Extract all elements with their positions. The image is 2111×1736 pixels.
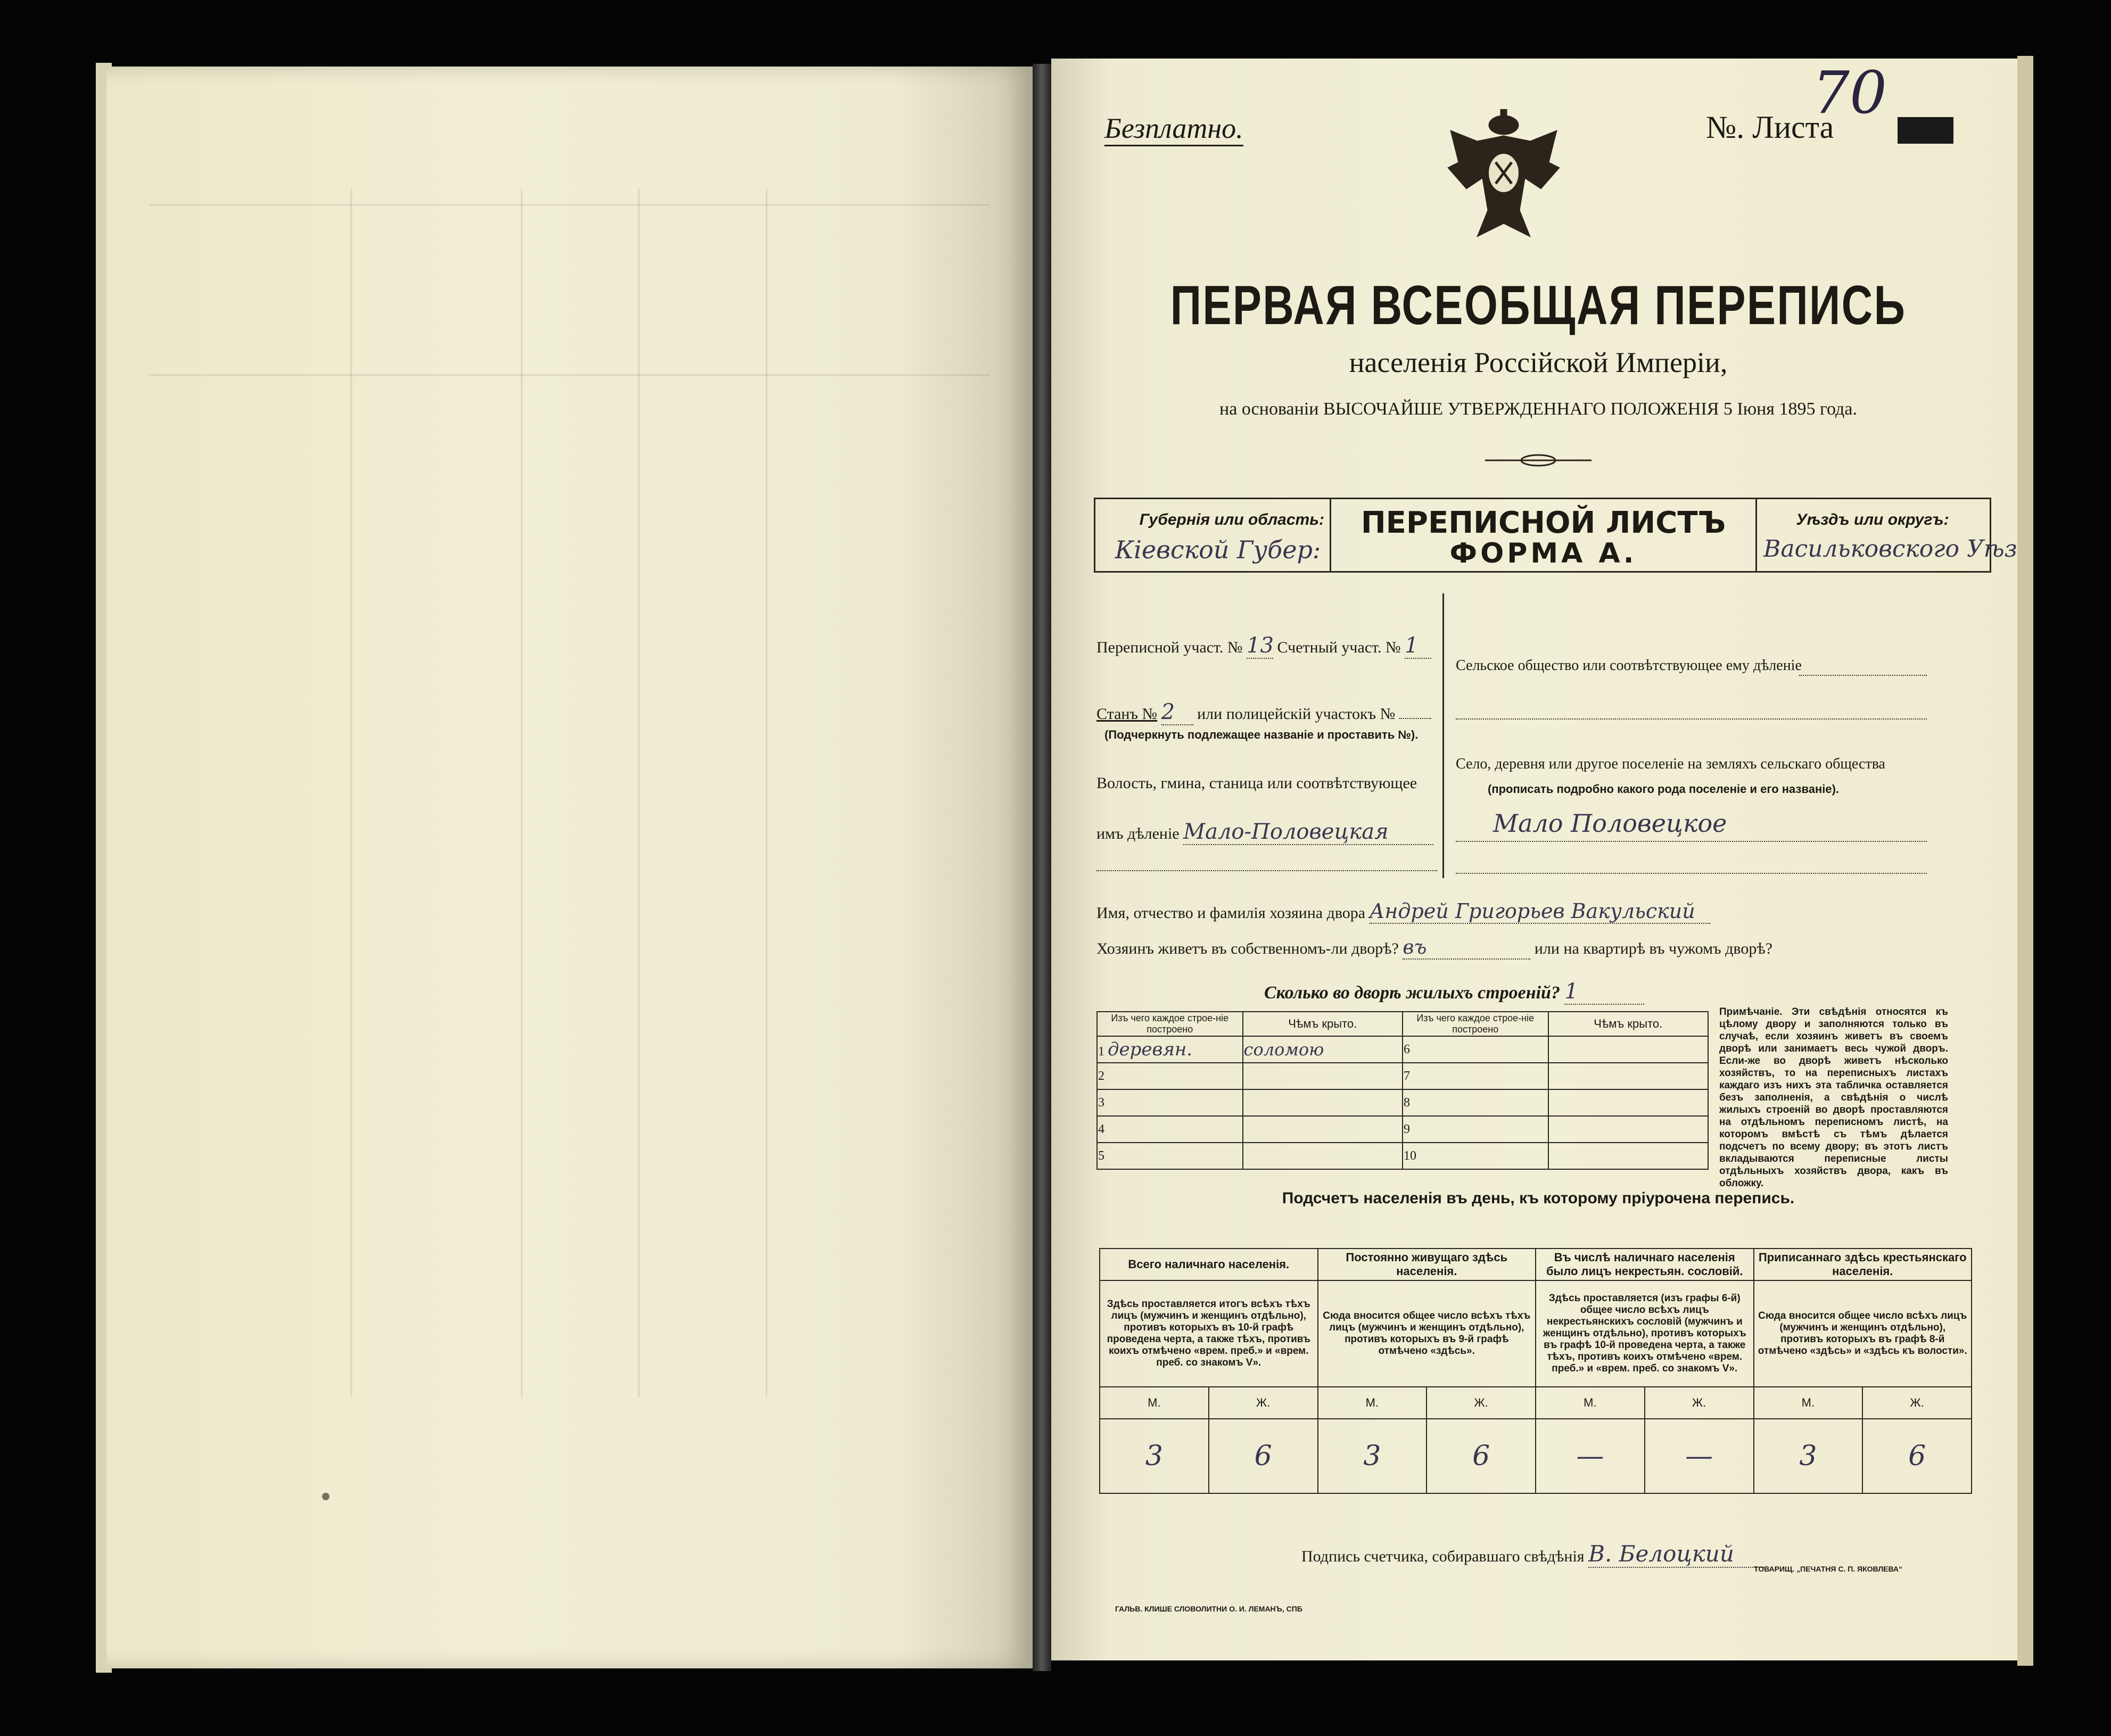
sheet-number-label: №. Листа	[1706, 110, 1834, 145]
section-number-row	[1096, 633, 1431, 659]
building-row-2: 2	[1097, 1063, 1243, 1089]
district-value: Васильковского Уѣз	[1763, 535, 2017, 563]
bleed-through-lines	[106, 67, 1033, 1668]
section-divider	[1442, 593, 1444, 878]
count-desc-peasant: Сюда вносится общее число всѣхъ лицъ (мужчинъ и женщинъ отдѣльно), противъ которыхъ въ графѣ 8-й отмѣчено «здѣсь» и «здѣсь къ волости».	[1754, 1280, 1972, 1387]
owner-lives-row	[1096, 937, 1772, 960]
signature-value: В. Белоцкий	[1588, 1541, 1764, 1568]
non-peasant-male: —	[1536, 1419, 1645, 1493]
count-value: 1	[1405, 633, 1431, 659]
signature-label: Подпись счетчика, собиравшаго свѣдѣнія	[1301, 1548, 1585, 1565]
buildings-label: Сколько во дворѣ жилыхъ строеній?	[1264, 983, 1560, 1003]
district-label: Уѣздъ или округъ:	[1796, 511, 1949, 528]
count-header-resident: Постоянно живущаго здѣсь населенія.	[1318, 1249, 1536, 1280]
col-f-1: Ж.	[1209, 1387, 1318, 1419]
sheet-number-redaction	[1898, 117, 1953, 144]
census-title: ПЕРВАЯ ВСЕОБЩАЯ ПЕРЕПИСЬ	[1170, 275, 1907, 336]
col-m-2: М.	[1318, 1387, 1427, 1419]
free-label: Безплатно.	[1104, 112, 1243, 146]
left-page	[106, 67, 1033, 1668]
form-title: ПЕРЕПИСНОЙ ЛИСТЪ	[1360, 506, 1726, 540]
owner-row	[1096, 899, 1710, 924]
village-label: Село, деревня или другое поселеніе на земляхъ сельскаго общества	[1456, 756, 1885, 772]
buildings-col-roof-2: Чѣмъ крыто.	[1548, 1012, 1708, 1036]
non-peasant-female: —	[1645, 1419, 1754, 1493]
village-line-2	[1456, 873, 1927, 874]
form-header-box	[1094, 498, 2017, 573]
col-m-3: М.	[1536, 1387, 1645, 1419]
building-row-6: 6	[1403, 1036, 1548, 1063]
census-subtitle: населенія Россійской Имперіи,	[1349, 346, 1728, 378]
total-female: 6	[1209, 1419, 1318, 1493]
population-count-table	[1099, 1248, 1972, 1494]
count-desc-total: Здѣсь проставляется итогъ всѣхъ тѣхъ лицъ (мужчинъ и женщинъ отдѣльно), противъ которыхъ въ 10-й графѣ проведена черта, а также тѣхъ, противъ коихъ отмѣчено «врем. преб.» и «врем. преб. со знакомъ V».	[1100, 1280, 1318, 1387]
section-label: Переписной участ. №	[1096, 639, 1243, 656]
imperial-eagle-emblem	[1445, 109, 1562, 247]
census-basis: на основаніи ВЫСОЧАЙШЕ УТВЕРЖДЕННАГО ПОЛОЖЕНІЯ 5 Іюня 1895 года.	[1219, 399, 1857, 419]
village-note: (прописать подробно какого рода поселеніе и его названіе).	[1488, 782, 1840, 796]
col-f-2: Ж.	[1426, 1387, 1536, 1419]
society-line-2	[1456, 718, 1927, 720]
form-subtitle: ФОРМА А.	[1449, 538, 1637, 569]
buildings-col-material: Изъ чего каждое строе-ніе построено	[1097, 1012, 1243, 1036]
stan-row	[1096, 700, 1431, 725]
building-1-material: деревян.	[1108, 1039, 1193, 1060]
count-label: Счетный участ. №	[1277, 639, 1401, 656]
col-f-4: Ж.	[1862, 1387, 1972, 1419]
volost-value: Мало-Половецкая	[1183, 820, 1433, 845]
owner-label: Имя, отчество и фамилія хозяина двора	[1096, 904, 1366, 922]
stan-label: Станъ №	[1096, 705, 1158, 723]
sheet-number-value: 70	[1812, 59, 1887, 127]
village-line-1	[1456, 841, 1927, 842]
left-page-spot	[322, 1493, 329, 1500]
buildings-table	[1096, 1011, 1709, 1170]
building-note: Примѣчаніе. Эти свѣдѣнія относятся къ цѣлому двору и заполняются только въ случаѣ, если хозяинъ живетъ въ своемъ дворѣ или занимаетъ весь чужой дворъ. Если-же во дворѣ живетъ нѣсколько хозяйствъ, то на переписныхъ листахъ каждаго изъ нихъ эта табличка оставляется безъ заполненія, а свѣдѣнія о числѣ жилыхъ строеній во дворѣ проставляются на отдѣльномъ переписномъ листѣ, на которомъ вмѣстѣ съ тѣмъ дѣлается подсчетъ по всему двору; въ этотъ листъ вкладываются переписные листы отдѣльныхъ хозяйствъ двора, какъ въ обложку.	[1719, 1006, 1948, 1189]
society-label: Сельское общество или соотвѣтствующее ему дѣленіе	[1456, 657, 1802, 674]
volost-blank-line	[1096, 870, 1437, 871]
printer-left: ГАЛЬВ. КЛИШЕ СЛОВОЛИТНИ О. И. ЛЕМАНЪ, СПБ	[1115, 1605, 1302, 1613]
count-header-total: Всего наличнаго населенія.	[1100, 1249, 1318, 1280]
total-male: 3	[1100, 1419, 1209, 1493]
building-row-3: 3	[1097, 1089, 1243, 1116]
buildings-row	[1264, 979, 1644, 1005]
village-value: Мало Половецкое	[1493, 809, 1727, 838]
building-row-8: 8	[1403, 1089, 1548, 1116]
ornament-divider	[1485, 450, 1592, 471]
count-header-peasant: Приписаннаго здѣсь крестьянскаго населенія.	[1754, 1249, 1972, 1280]
building-row-5: 5	[1097, 1143, 1243, 1169]
count-desc-resident: Сюда вносится общее число всѣхъ тѣхъ лицъ (мужчинъ и женщинъ отдѣльно), противъ которыхъ въ 9-й графѣ отмѣчено «здѣсь».	[1318, 1280, 1536, 1387]
volost-label-2: имъ дѣленіе	[1096, 825, 1180, 842]
printer-right: ТОВАРИЩ. „ПЕЧАТНЯ С. П. ЯКОВЛЕВА“	[1754, 1565, 1903, 1573]
society-line-1	[1799, 675, 1927, 676]
col-m-4: М.	[1754, 1387, 1863, 1419]
peasant-female: 6	[1862, 1419, 1972, 1493]
count-desc-non-peasant: Здѣсь проставляется (изъ графы 6-й) общее число всѣхъ лицъ некрестьянскихъ сословій (мужчинъ и женщинъ отдѣльно), противъ которыхъ въ графѣ 10-й проведена черта, а также тѣхъ, противъ коихъ отмѣчено «врем. преб.» и «врем. преб. со знакомъ V».	[1536, 1280, 1754, 1387]
resident-female: 6	[1426, 1419, 1536, 1493]
col-m-1: М.	[1100, 1387, 1209, 1419]
province-label: Губернія или область:	[1139, 511, 1324, 528]
owner-lives-value: въ	[1403, 937, 1530, 960]
volost-row	[1096, 820, 1433, 845]
buildings-col-roof: Чѣмъ крыто.	[1243, 1012, 1403, 1036]
province-value: Кіевской Губер:	[1115, 535, 1321, 564]
stan-value: 2	[1161, 700, 1193, 725]
building-row-1: 1 деревян.	[1097, 1036, 1243, 1063]
building-row-7: 7	[1403, 1063, 1548, 1089]
census-form-page	[1051, 59, 2025, 1660]
signature-row	[1301, 1541, 1764, 1568]
volost-label: Волость, гмина, станица или соотвѣтствующее	[1096, 774, 1417, 792]
resident-male: 3	[1318, 1419, 1427, 1493]
building-row-9: 9	[1403, 1116, 1548, 1143]
police-label: или полицейскій участокъ №	[1197, 705, 1396, 723]
building-row-4: 4	[1097, 1116, 1243, 1143]
buildings-value: 1	[1564, 979, 1644, 1005]
book-gutter	[1033, 64, 1051, 1671]
building-1-roof: соломою	[1243, 1036, 1403, 1063]
right-page-edge	[2017, 56, 2033, 1666]
count-header-non-peasant: Въ числѣ наличнаго населенія было лицъ некрестьян. сословій.	[1536, 1249, 1754, 1280]
buildings-col-material-2: Изъ чего каждое строе-ніе построено	[1403, 1012, 1548, 1036]
section-value: 13	[1247, 633, 1274, 658]
police-note: (Подчеркнуть подлежащее названіе и проставить №).	[1104, 728, 1419, 741]
count-heading: Подсчетъ населенія въ день, къ которому пріурочена перепись.	[1282, 1189, 1795, 1207]
rent-label: или на квартирѣ въ чужомъ дворѣ?	[1534, 940, 1772, 957]
building-row-10: 10	[1403, 1143, 1548, 1169]
owner-lives-label: Хозяинъ живетъ въ собственномъ-ли дворѣ?	[1096, 940, 1399, 957]
col-f-3: Ж.	[1645, 1387, 1754, 1419]
owner-value: Андрей Григорьев Вакульский	[1370, 899, 1710, 924]
peasant-male: 3	[1754, 1419, 1863, 1493]
